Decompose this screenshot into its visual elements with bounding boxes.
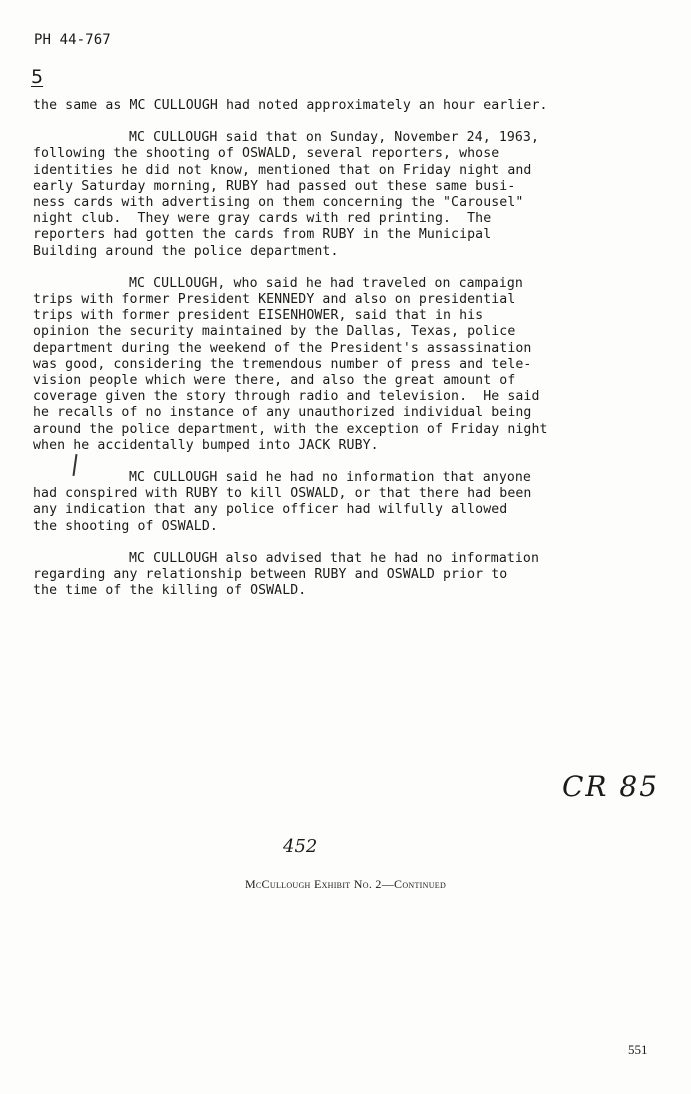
paragraph-conspiracy (33, 470, 657, 535)
text-line: reporters had gotten the cards from RUBY in the Municipal (33, 227, 492, 243)
document-body (33, 98, 657, 615)
handwritten-initials: CR 85 (562, 770, 660, 803)
text-line: MC CULLOUGH said that on Sunday, November 24, 1963, (129, 130, 540, 146)
text-line: regarding any relationship between RUBY and OSWALD prior to (33, 567, 508, 583)
handwritten-number: 452 (283, 836, 318, 857)
text-line: any indication that any police officer had wilfully allowed (33, 502, 508, 518)
text-line: ness cards with advertising on them concerning the "Carousel" (33, 195, 524, 211)
text-line: he recalls of no instance of any unauthorized individual being (33, 405, 532, 421)
text-line: Building around the police department. (33, 243, 339, 259)
text-line: MC CULLOUGH said he had no information that anyone (129, 470, 531, 486)
exhibit-caption-name: McCullough (244, 877, 311, 891)
text-line: around the police department, with the exception of Friday night (33, 421, 548, 437)
text-line: night club. They were gray cards with red printing. The (33, 211, 492, 227)
page-number: 551 (628, 1042, 648, 1057)
text-line: following the shooting of OSWALD, several reporters, whose (33, 146, 500, 162)
text-line: MC CULLOUGH also advised that he had no information (129, 550, 540, 566)
text-line: the shooting of OSWALD. (33, 518, 218, 534)
paragraph-security (33, 276, 657, 454)
text-line: identities he did not know, mentioned that on Friday night and (33, 162, 532, 178)
text-line: was good, considering the tremendous number of press and tele- (33, 356, 532, 372)
exhibit-caption-rest: Exhibit No. 2—Continued (313, 877, 447, 891)
text-line: the same as MC CULLOUGH had noted approximately an hour earlier. (33, 98, 548, 113)
text-line: the time of the killing of OSWALD. (33, 583, 307, 599)
continuation-paragraph (33, 98, 657, 114)
page-marker: 5 (31, 66, 44, 88)
text-line: opinion the security maintained by the Dallas, Texas, police (33, 324, 516, 340)
file-number: PH 44-767 (34, 32, 111, 48)
text-line: department during the weekend of the President's assassination (33, 340, 532, 356)
exhibit-caption (0, 877, 691, 892)
text-line: vision people which were there, and also the great amount of (33, 373, 516, 389)
paragraph-relationship (33, 551, 657, 600)
text-line: coverage given the story through radio and television. He said (33, 389, 540, 405)
text-line: trips with former President KENNEDY and also on presidential (33, 292, 516, 308)
text-line: MC CULLOUGH, who said he had traveled on campaign (129, 275, 523, 291)
text-line: had conspired with RUBY to kill OSWALD, or that there had been (33, 486, 532, 502)
text-line: when he accidentally bumped into JACK RUBY. (33, 437, 379, 453)
text-line: early Saturday morning, RUBY had passed out these same busi- (33, 178, 516, 194)
paragraph-cards (33, 130, 657, 260)
text-line: trips with former president EISENHOWER, said that in his (33, 308, 484, 324)
